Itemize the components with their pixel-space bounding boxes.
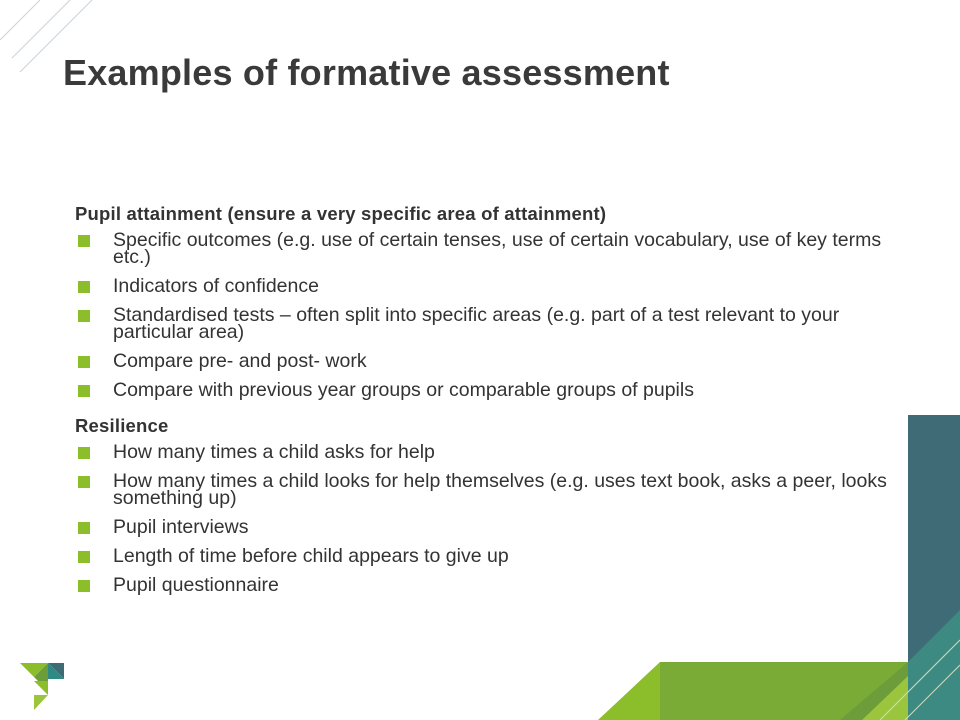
list-item-text: Indicators of confidence — [113, 275, 319, 297]
slide-body — [75, 199, 895, 606]
bullet-square-icon — [78, 235, 90, 247]
section-heading: Pupil attainment (ensure a very specific area of attainment) — [75, 203, 607, 224]
slide-title: Examples of formative assessment — [63, 52, 670, 93]
section-resilience — [75, 411, 895, 594]
list-item — [75, 441, 895, 463]
list-item-text: Compare pre- and post- work — [113, 350, 367, 372]
bullet-square-icon — [78, 385, 90, 397]
list-item-text: How many times a child asks for help — [113, 441, 435, 463]
list-item — [75, 379, 895, 401]
list-item — [75, 470, 895, 509]
bullet-square-icon — [78, 476, 90, 488]
list-item — [75, 350, 895, 372]
list-item-text: Specific outcomes (e.g. use of certain tenses, use of certain vocabulary, use of key terms etc.) — [113, 229, 882, 268]
bottom-green-triangle-1 — [598, 662, 660, 720]
list-item-text: Standardised tests – often split into specific areas (e.g. part of a test relevant to your particular area) — [113, 304, 840, 343]
list-item — [75, 545, 895, 567]
bullet-square-icon — [78, 580, 90, 592]
bullet-list — [75, 229, 895, 401]
list-item-text: Pupil interviews — [113, 516, 249, 538]
section-heading: Resilience — [75, 415, 169, 436]
list-item-text: How many times a child looks for help themselves (e.g. uses text book, asks a peer, looks something up) — [113, 470, 887, 509]
bullet-square-icon — [78, 447, 90, 459]
list-item — [75, 516, 895, 538]
section-pupil-attainment — [75, 199, 895, 399]
bullet-list — [75, 441, 895, 596]
bullet-square-icon — [78, 310, 90, 322]
list-item — [75, 229, 895, 268]
bullet-square-icon — [78, 551, 90, 563]
bullet-square-icon — [78, 281, 90, 293]
list-item — [75, 574, 895, 596]
list-item-text: Length of time before child appears to give up — [113, 545, 509, 567]
bullet-square-icon — [78, 522, 90, 534]
logo — [20, 663, 64, 710]
list-item — [75, 304, 895, 343]
list-item-text: Pupil questionnaire — [113, 574, 279, 596]
list-item-text: Compare with previous year groups or comparable groups of pupils — [113, 379, 694, 401]
bullet-square-icon — [78, 356, 90, 368]
list-item — [75, 275, 895, 297]
